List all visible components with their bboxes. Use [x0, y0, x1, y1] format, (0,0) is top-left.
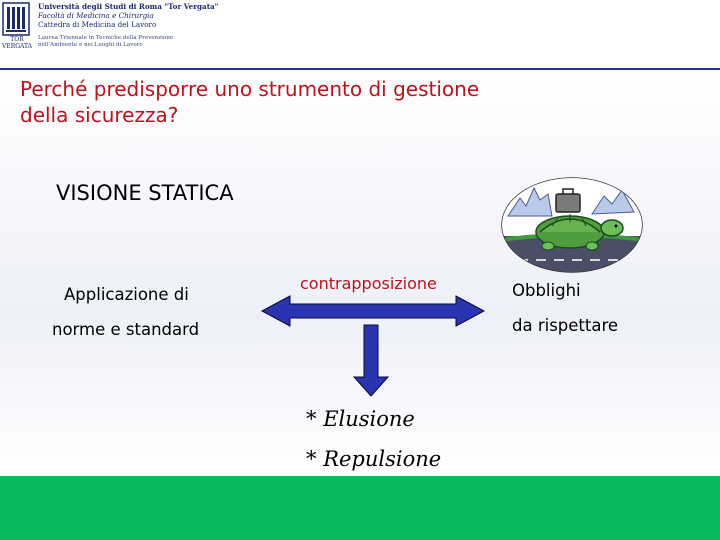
slide-title-line-1: Perché predisporre uno strumento di gestione	[20, 77, 480, 101]
header-degree-cont: nell'Ambiente e nei Luoghi di Lavoro	[38, 42, 143, 48]
left-label-line-2: norme e standard	[52, 320, 200, 339]
right-label-line-2: da rispettare	[512, 316, 619, 335]
bullet-star: *	[306, 447, 317, 471]
double-arrow-icon	[262, 296, 484, 326]
right-label-line-1: Obblighi	[512, 281, 581, 300]
header-university: Università degli Studi di Roma "Tor Vergata"	[38, 2, 219, 11]
bullet-star: *	[306, 407, 317, 431]
header-department: Cattedra di Medicina del Lavoro	[38, 20, 157, 29]
left-label-line-1: Applicazione di	[64, 285, 189, 304]
header-degree: Laurea Triennale in Tecniche della Prevenzione	[38, 35, 174, 41]
down-arrow-icon	[354, 325, 388, 396]
bullet-repulsione	[306, 447, 441, 471]
header-faculty: Facoltà di Medicina e Chirurgia	[38, 11, 154, 20]
logo-caption: TOR VERGATA	[1, 36, 33, 50]
section-heading: VISIONE STATICA	[56, 181, 234, 205]
slide-title-line-2: della sicurezza?	[20, 103, 179, 127]
contrapposizione-label: contrapposizione	[300, 274, 437, 293]
footer-band	[0, 476, 720, 540]
bullet-text: Elusione	[323, 407, 415, 431]
bullet-text: Repulsione	[323, 447, 442, 471]
bullet-elusione	[306, 407, 415, 431]
